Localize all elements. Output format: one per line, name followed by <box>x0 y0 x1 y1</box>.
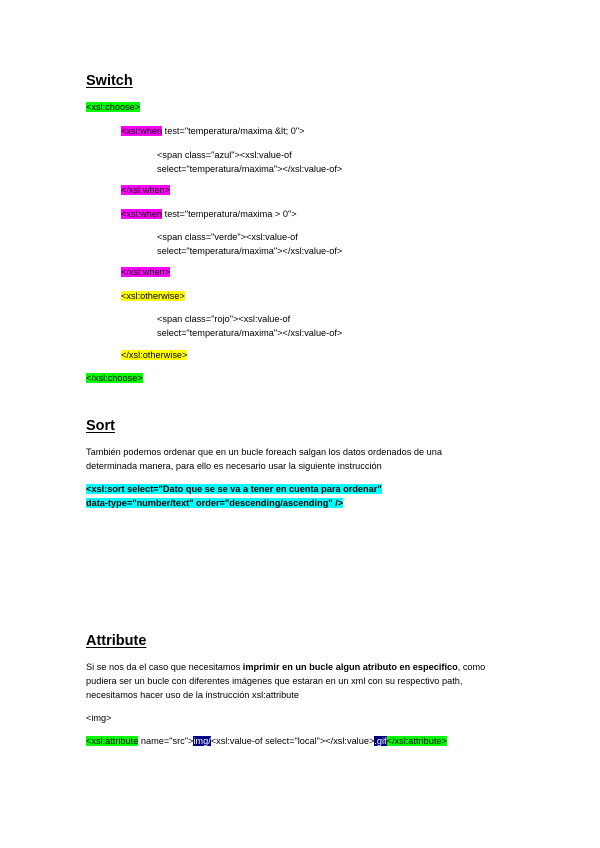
when1-body-line1: <span class="azul"><xsl:value-of <box>157 150 292 160</box>
sort-paragraph-line2: determinada manera, para ello es necesario usar la siguiente instrucción <box>86 461 382 471</box>
when2-body-line2: select="temperatura/maxima"></xsl:value-of> <box>157 246 343 256</box>
when2-close-line <box>121 266 170 278</box>
sort-heading: Sort <box>86 418 115 434</box>
attribute-close-tag: </xsl:attribute> <box>386 736 447 746</box>
sort-code-text1: <xsl:sort select="Dato que se se va a tener en cuenta para ordenar" <box>86 484 382 494</box>
otherwise-body-line2: select="temperatura/maxima"></xsl:value-of> <box>157 328 343 338</box>
switch-heading: Switch <box>86 73 133 89</box>
when2-close-tag: </xsl:when> <box>121 267 171 277</box>
value-of-text: <xsl:value-of select="local"></xsl:value> <box>210 736 375 746</box>
choose-open-tag: <xsl:choose> <box>86 102 141 112</box>
when2-body-line1: <span class="verde"><xsl:value-of <box>157 232 298 242</box>
img-tag-line: <img> <box>86 713 112 723</box>
img-path-text: img/ <box>193 736 211 746</box>
attribute-paragraph-line3: necesitamos hacer uso de la instrucción xsl:attribute <box>86 690 299 700</box>
attribute-name: name="src"> <box>138 736 194 746</box>
sort-code-line2 <box>86 497 343 509</box>
attribute-code-line <box>86 735 447 747</box>
attribute-heading: Attribute <box>86 633 147 649</box>
when2-tag: <xsl:when <box>121 209 163 219</box>
when2-open-line <box>121 208 297 220</box>
attribute-para-text-c: , como <box>457 662 486 672</box>
attribute-para-text-a: Si se nos da el caso que necesitamos <box>86 662 243 672</box>
choose-close-tag: </xsl:choose> <box>86 373 143 383</box>
otherwise-close-line <box>121 349 187 361</box>
otherwise-open-line <box>121 290 185 302</box>
when1-test: test="temperatura/maxima &lt; 0"> <box>162 126 305 136</box>
choose-open-line <box>86 101 140 113</box>
otherwise-open-tag: <xsl:otherwise> <box>121 291 185 301</box>
gif-extension-text: .gif <box>374 736 387 746</box>
attribute-paragraph-line1 <box>86 661 485 673</box>
sort-code-line1 <box>86 483 382 495</box>
choose-close-line <box>86 372 143 384</box>
otherwise-close-tag: </xsl:otherwise> <box>121 350 188 360</box>
when1-tag: <xsl:when <box>121 126 163 136</box>
otherwise-body-line1: <span class="rojo"><xsl:value-of <box>157 314 291 324</box>
when1-close-line <box>121 184 170 196</box>
sort-paragraph-line1: También podemos ordenar que en un bucle foreach salgan los datos ordenados de una <box>86 447 443 457</box>
sort-code-text2: data-type="number/text" order="descending/ascending" /> <box>86 498 344 508</box>
when2-test: test="temperatura/maxima > 0"> <box>162 209 297 219</box>
attribute-open-tag: <xsl:attribute <box>86 736 139 746</box>
attribute-paragraph-line2: pudiera ser un bucle con diferentes imágenes que estaran en un xml con su respectivo path, <box>86 676 463 686</box>
when1-open-line <box>121 125 304 137</box>
attribute-para-emphasis: imprimir en un bucle algun atributo en especifico <box>242 662 458 672</box>
when1-body-line2: select="temperatura/maxima"></xsl:value-of> <box>157 164 343 174</box>
when1-close-tag: </xsl:when> <box>121 185 171 195</box>
